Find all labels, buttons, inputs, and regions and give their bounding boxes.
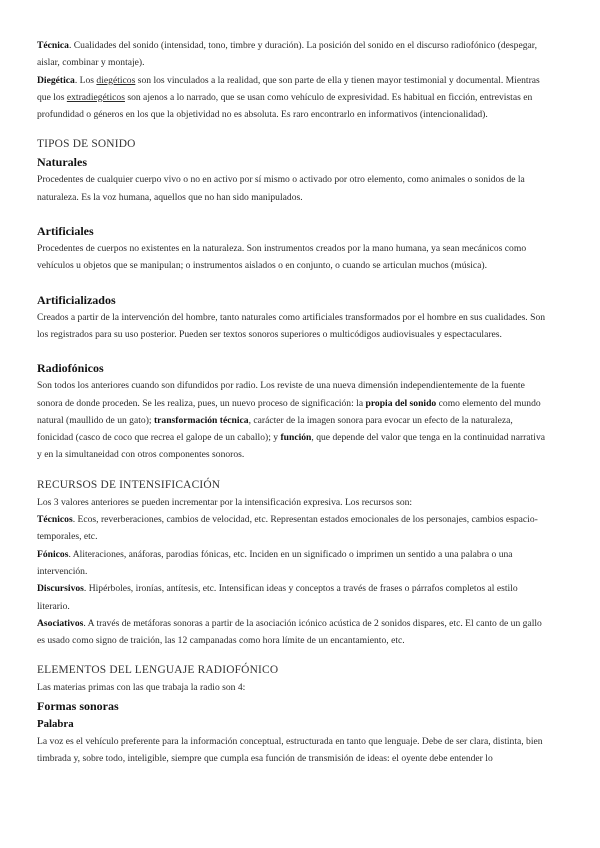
tecnicos-paragraph: Técnicos. Ecos, reverberaciones, cambios de velocidad, etc. Representan estados emocionales de los personajes, cambios espacio-temporales, etc. [37, 514, 538, 543]
heading-radiofonicos: Radiofónicos [37, 361, 104, 376]
discursivos-paragraph: Discursivos. Hipérboles, ironías, antítesis, etc. Intensifican ideas y conceptos a través de frases o párrafos completos al estilo literario. [37, 583, 518, 612]
tecnica-paragraph: Técnica. Cualidades del sonido (intensidad, tono, timbre y duración). La posición del sonido en el discurso radiofónico (despegar, aislar, combinar y montaje). [37, 40, 537, 69]
tecnica-term: Técnica [37, 40, 69, 51]
heading-formas-sonoras: Formas sonoras [37, 698, 119, 713]
radiofonicos-paragraph: Son todos los anteriores cuando son difundidos por radio. Los reviste de una nueva dimensión independientemente de la fuente sonora de donde proceden. Se les realiza, pues, un nuevo proceso de significación: la propia del sonido como elemento del mundo natural (maullido de un gato); transformación técnica, carácter de la imagen sonora para evocar un efecto de la naturaleza, fonicidad (casco de coco que recrea el galope de un caballo); y función, que depende del valor que tenga en la continuidad narrativa y en la simultaneidad con otros componentes sonoros. [37, 380, 546, 461]
asociativos-paragraph: Asociativos. A través de metáforas sonoras a partir de la asociación icónico acústica de 2 sonidos dispares, etc. El canto de un gallo es usado como signo de traición, las 12 campanadas como hora límite de un encantamiento, etc. [37, 617, 542, 647]
asociativos-term: Asociativos [37, 617, 84, 629]
section-title-recursos: RECURSOS DE INTENSIFICACIÓN [37, 478, 221, 491]
document-page [37, 37, 547, 767]
diegetica-term: Diegética [37, 74, 75, 86]
heading-palabra: Palabra [37, 717, 74, 730]
naturales-paragraph: Procedentes de cualquier cuerpo vivo o no en activo por sí mismo o activado por otro elemento, como animales o sonidos de la naturaleza. Es la voz humana, aquellos que no han sido manipulados. [37, 174, 525, 203]
elementos-intro: Las materias primas con las que trabaja la radio son 4: [37, 682, 246, 694]
diegeticos-link[interactable]: diegéticos [96, 74, 136, 86]
section-title-tipos: TIPOS DE SONIDO [37, 138, 136, 151]
funcion-term: función [280, 432, 312, 444]
recursos-intro: Los 3 valores anteriores se pueden incrementar por la intensificación expresiva. Los recursos son: [37, 496, 413, 508]
tecnicos-term: Técnicos [37, 514, 73, 526]
propia-term: propia del sonido [365, 397, 437, 409]
heading-naturales: Naturales [37, 155, 87, 170]
fonicos-term: Fónicos [37, 548, 69, 560]
discursivos-term: Discursivos [37, 583, 84, 595]
section-title-elementos: ELEMENTOS DEL LENGUAJE RADIOFÓNICO [37, 664, 279, 677]
fonicos-paragraph: Fónicos. Aliteraciones, anáforas, parodias fónicas, etc. Inciden en un significado o imprimen un sentido a una palabra o una intervención. [37, 548, 513, 577]
heading-artificiales: Artificiales [37, 224, 94, 239]
heading-artificializados: Artificializados [37, 292, 116, 307]
artificializados-paragraph: Creados a partir de la intervención del hombre, tanto naturales como artificiales transformados por el hombre en sus cualidades. Son los registrados para su uso posterior. Pueden ser textos sonoros superiores o multicódigos audiovisuales y espectaculares. [37, 311, 546, 340]
extradiegeticos-link[interactable]: extradiegéticos [66, 91, 125, 103]
diegetica-paragraph: Diegética. Los diegéticos son los vinculados a la realidad, que son parte de ella y tienen mayor testimonial y documental. Mientras que los extradiegéticos son ajenos a lo narrado, que se usan como vehículo de expresividad. Es habitual en ficción, entrevistas en profundidad o géneros en los que la objetividad no es absoluta. Es raro encontrarlo en informativos (intencionalidad). [37, 74, 540, 121]
palabra-paragraph: La voz es el vehículo preferente para la información conceptual, estructurada en tanto que lenguaje. Debe de ser clara, distinta, bien timbrada y, sobre todo, inteligible, siempre que cumpla esa función de transmisión de ideas: el oyente debe entender lo [37, 735, 543, 765]
artificiales-paragraph: Procedentes de cuerpos no existentes en la naturaleza. Son instrumentos creados por la mano humana, ya sean mecánicos como vehículos u objetos que se manipulan; o instrumentos aislados o en conjunto, o cuando se articulan muchos (música). [37, 243, 527, 272]
transformacion-term: transformación técnica [153, 414, 249, 426]
